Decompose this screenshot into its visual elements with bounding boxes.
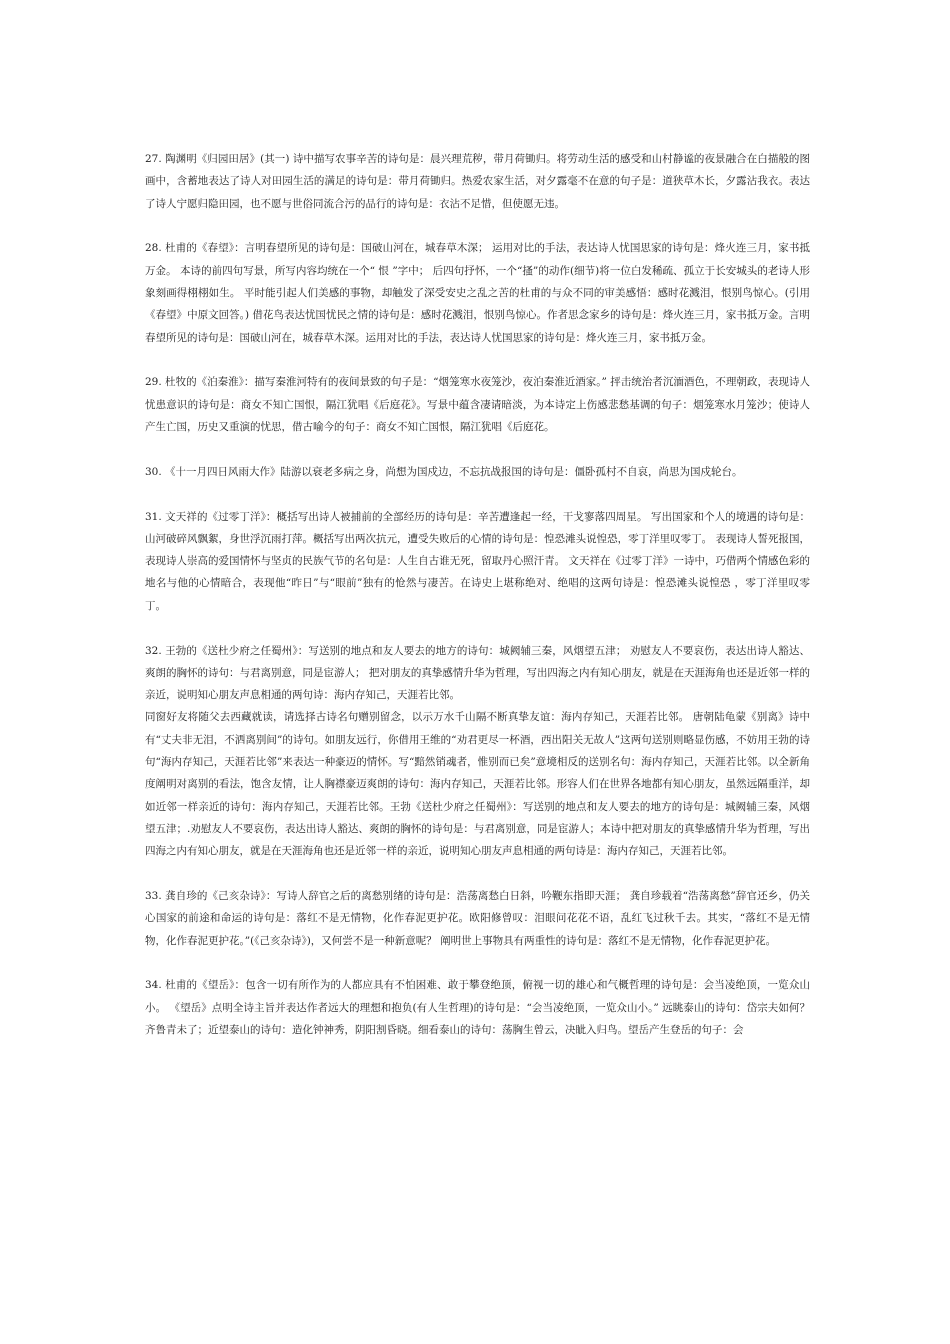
document-page bbox=[145, 148, 810, 1064]
paragraph-32: 32. 王勃的《送杜少府之任蜀州》：写送别的地点和友人要去的地方的诗句：城阙辅三秦，风烟望五津； 劝慰友人不要哀伤，表达出诗人豁达、爽朗的胸怀的诗句：与君离别意，同是宦游人； 把对朋友的真挚感情升华为哲理，写出四海之内有知心朋友，就是在天涯海角也还是近邻一样的亲近，说明知心朋友声息相通的两句诗：海内存知己，天涯若比邻。 bbox=[145, 644, 810, 702]
paragraph-34: 34. 杜甫的《望岳》：包含一切有所作为的人都应具有不怕困难、敢于攀登绝顶，俯视一切的雄心和气概哲理的诗句是：会当凌绝顶，一览众山小。 《望岳》点明全诗主旨并表达作者远大的理想和抱负(有人生哲理)的诗句是：“会当凌绝顶，一览众山小。” 远眺泰山的诗句：岱宗夫如何？齐鲁青未了；近望泰山的诗句：造化钟神秀，阴阳割昏晓。细看泰山的诗句：荡胸生曾云，决眦入归鸟。望岳产生登岳的句子：会 bbox=[145, 979, 810, 1036]
paragraph-32-continued: 同窗好友将随父去西藏就读，请选择古诗名句赠别留念，以示万水千山隔不断真挚友谊：海内存知己，天涯若比邻。 唐朝陆龟蒙《别离》诗中有“丈夫非无泪，不洒离别间”的诗句。如朋友远行，你借用王维的“劝君更尽一杯酒，西出阳关无故人”这两句送别则略显伤感，不妨用王勃的诗句“海内存知己，天涯若比邻”来表达一种豪迈的情怀。写“黯然销魂者，惟别而已矣”意境相反的送别名句：海内存知己，天涯若比邻。以全新角度阐明对离别的看法，饱含友情，让人胸襟豪迈爽朗的诗句：海内存知己，天涯若比邻。形容人们在世界各地都有知心朋友，虽然远隔重洋，却如近邻一样亲近的诗句：海内存知己，天涯若比邻。王勃《送杜少府之任蜀州》：写送别的地点和友人要去的地方的诗句是：城阙辅三秦，风烟望五津；.劝慰友人不要哀伤，表达出诗人豁达、爽朗的胸怀的诗句是：与君离别意，同是宦游人；本诗中把对朋友的真挚感情升华为哲理，写出四海之内有知心朋友，就是在天涯海角也还是近邻一样的亲近，说明知心朋友声息相通的两句诗是：海内存知己，天涯若比邻。 bbox=[145, 711, 810, 858]
paragraph-31: 31. 文天祥的《过零丁洋》：概括写出诗人被捕前的全部经历的诗句是：辛苦遭逢起一经，干戈寥落四周星。 写出国家和个人的境遇的诗句是：山河破碎风飘絮，身世浮沉雨打萍。概括写出两次抗元，遭受失败后的心情的诗句是：惶恐滩头说惶恐，零丁洋里叹零丁。 表现诗人誓死报国，表现诗人崇高的爱国情怀与坚贞的民族气节的名句是：人生自古谁无死，留取丹心照汗青。 文天祥在《过零丁洋》一诗中，巧借两个情感色彩的地名与他的心情暗合，表现他“昨日”与“眼前”独有的怆然与凄苦。在诗史上堪称绝对、绝唱的这两句诗是：惶恐滩头说惶恐 ，零丁洋里叹零丁。 bbox=[145, 510, 810, 612]
paragraph-29: 29. 杜牧的《泊秦淮》：描写秦淮河特有的夜间景致的句子是：“烟笼寒水夜笼沙，夜泊秦淮近酒家。” 抨击统治者沉湎酒色，不理朝政，表现诗人忧患意识的诗句是：商女不知亡国恨，隔江犹唱《后庭花》。写景中蕴含凄请暗淡，为本诗定上伤感悲愁基调的句子：烟笼寒水月笼沙；使诗人产生亡国，历史又重演的忧思，借古喻今的句子：商女不知亡国恨，隔江犹唱《后庭花。 bbox=[145, 376, 810, 433]
paragraph-30: 30. 《十一月四日风雨大作》陆游以衰老多病之身，尚想为国戍边，不忘抗战报国的诗句是：僵卧孤村不自哀，尚思为国戍轮台。 bbox=[145, 465, 743, 478]
paragraph-33: 33. 龚自珍的《己亥杂诗》：写诗人辞官之后的离愁别绪的诗句是：浩荡离愁白日斜，吟鞭东指即天涯； 龚自珍载着“浩荡离愁”辞官还乡，仍关心国家的前途和命运的诗句是：落红不是无情物，化作春泥更护花。欧阳修曾叹：泪眼问花花不语，乱红飞过秋千去。其实，“落红不是无情物，化作春泥更护花。”(《己亥杂诗》)，又何尝不是一种新意呢？ 阐明世上事物具有两重性的诗句是：落红不是无情物，化作春泥更护花。 bbox=[145, 890, 810, 947]
paragraph-28: 28. 杜甫的《春望》：言明春望所见的诗句是：国破山河在，城春草木深； 运用对比的手法，表达诗人忧国思家的诗句是：烽火连三月，家书抵万金。 本诗的前四句写景，所写内容均统在一个“ 恨 ”字中； 后四句抒怀，一个“搔”的动作(细节)将一位白发稀疏、孤立于长安城头的老诗人形象刻画得栩栩如生。 平时能引起人们美感的事物，却触发了深受安史之乱之苦的杜甫的与众不同的审美感悟：感时花溅泪，恨别鸟惊心。(引用《春望》中原文回答。) 借花鸟表达忧国忧民之情的诗句是：感时花溅泪，恨别鸟惊心。作者思念家乡的诗句是：烽火连三月，家书抵万金。言明春望所见的诗句是：国破山河在，城春草木深。运用对比的手法，表达诗人忧国思家的诗句是：烽火连三月，家书抵万金。 bbox=[145, 242, 810, 344]
paragraph-27: 27. 陶渊明《归园田居》(其一) 诗中描写农事辛苦的诗句是：晨兴理荒秽，带月荷锄归。将劳动生活的感受和山村静谧的夜景融合在白描般的图画中，含蓄地表达了诗人对田园生活的满足的诗句是：带月荷锄归。热爱农家生活，对夕露毫不在意的句子是：道狭草木长，夕露沾我衣。表达了诗人宁愿归隐田园，也不愿与世俗同流合污的品行的诗句是：衣沾不足惜，但使愿无违。 bbox=[145, 153, 810, 210]
